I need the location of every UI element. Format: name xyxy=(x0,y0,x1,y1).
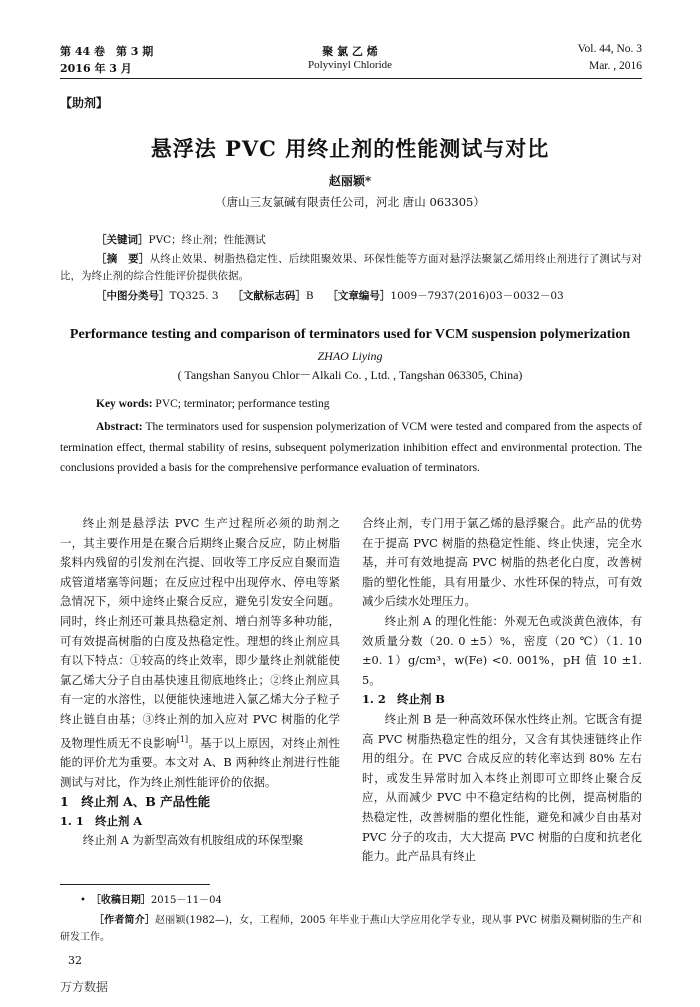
right-column xyxy=(362,514,642,867)
section-heading-1: 1 终止剂 A、B 产品性能 xyxy=(60,794,211,810)
abstract-cn-block xyxy=(60,251,642,285)
citation-ref[interactable]: [1] xyxy=(176,734,189,744)
subsection-heading-1-1: 1. 1 终止剂 A xyxy=(60,813,143,828)
keywords-en-block xyxy=(96,398,642,410)
header-journal-cn: 聚 氯 乙 烯 xyxy=(322,45,378,58)
header-volume-cn: 第 44 卷 第 3 期 xyxy=(60,45,154,58)
section-tag: 【助剂】 xyxy=(60,96,109,110)
keywords-cn: PVC；终止剂；性能测试 xyxy=(148,234,266,246)
terminator-a-paragraph: 终止剂 A 为新型高效有机胺组成的环保型聚 xyxy=(82,833,304,848)
author-bio-block xyxy=(60,912,642,946)
footnote-rule xyxy=(60,884,210,885)
header-journal-en: Polyvinyl Chloride xyxy=(307,59,393,71)
intro-text-end: 。基于以上原因，对终止剂性能的评价尤为重要。本文对 A、B 两种终止剂进行性能测试与对比，作为终止剂性能评价的依据。 xyxy=(60,735,340,789)
header-date-cn: 2016 年 3 月 xyxy=(60,62,132,75)
clc-label: ［中图分类号］ xyxy=(96,290,170,302)
watermark: 万方数据 xyxy=(60,980,109,994)
received-date-block xyxy=(80,892,222,909)
received-label: ［收稿日期］ xyxy=(95,895,151,906)
abstract-label-cn: ［摘 要］ xyxy=(96,253,150,265)
abstract-en: The terminators used for suspension polymerization of VCM were tested and compared from the aspects of termination effect, thermal stability of resins, subsequent polymerization inhibition effect and environmental protection. The conclusions provided a basis for the comprehensive performance evaluation of terminators. xyxy=(60,421,642,474)
keywords-cn-block xyxy=(96,232,642,249)
terminator-a-continued: 合终止剂，专门用于氯乙烯的悬浮聚合。此产品的优势在于提高 PVC 树脂的热稳定性能、终止快速，完全水基，并可有效地提高 PVC 树脂的热老化白度，改善树脂的塑化性能，具有用量少、水性环保的特点，可有效减少后续水处理压力。 xyxy=(362,516,642,609)
intro-text: 终止剂是悬浮法 PVC 生产过程所必须的助剂之一，其主要作用是在聚合后期终止聚合反应，防止树脂浆料内残留的引发剂在汽提、回收等工序反应自聚而造成管道堵塞等问题；在反应过程中出现停水、停电等紧急情况下，须中途终止聚合反应，避免引发安全问题。同时，终止剂还可兼具热稳定剂、增白剂等多种功能，可有效提高树脂的白度及热稳定性。理想的终止剂应具有以下特点：①较高的终止效率，即少量终止剂就能使氯乙烯大分子自由基快速且彻底地终止；②终止剂应具有一定的水溶性，以便能快速地进入氯乙烯大分子粒子终止链自由基；③终止剂的加入应对 PVC 树脂的化学及物理性质无不良影响 xyxy=(60,516,340,750)
keywords-label-en: Key words: xyxy=(96,398,153,410)
keywords-label-cn: ［关键词］ xyxy=(96,234,149,246)
title-cn: 悬浮法 PVC 用终止剂的性能测试与对比 xyxy=(150,136,550,161)
affiliation-cn: （唐山三友氯碱有限责任公司，河北 唐山 063305） xyxy=(215,195,485,209)
bullet-icon: • xyxy=(80,895,96,906)
keywords-en: PVC; terminator; performance testing xyxy=(155,398,330,410)
author-en: ZHAO Liying xyxy=(317,349,383,363)
terminator-a-properties: 终止剂 A 的理化性能：外观无色或淡黄色液体，有效质量分数（20. 0 ±5）%，密度（20 ℃）（1. 10 ±0. 1）g/cm³，w(Fe) <0. 001%，pH 值 10 ±1. 5。 xyxy=(362,613,642,687)
article-no-value: 1009－7937(2016)03－0032－03 xyxy=(390,290,564,302)
doc-code-value: B xyxy=(305,290,314,302)
bio-text: 赵丽颖(1982—)，女，工程师，2005 年毕业于燕山大学应用化学专业，现从事 PVC 树脂及糊树脂的生产和研发工作。 xyxy=(60,915,643,943)
subsection-heading-1-2: 1. 2 终止剂 B xyxy=(362,692,445,707)
header-date-en: Mar. , 2016 xyxy=(588,60,642,72)
header-volume-en: Vol. 44, No. 3 xyxy=(577,43,642,55)
affiliation-en: ( Tangshan Sanyou Chlor－Alkali Co. , Ltd. , Tangshan 063305, China) xyxy=(177,368,523,382)
doc-code-label: ［文献标志码］ xyxy=(232,290,306,302)
received-value: 2015－11－04 xyxy=(150,895,222,906)
intro-paragraph xyxy=(60,514,340,792)
article-no-label: ［文章编号］ xyxy=(327,290,391,302)
clc-value: TQ325. 3 xyxy=(169,290,219,302)
terminator-b-paragraph: 终止剂 B 是一种高效环保水性终止剂。它既含有提高 PVC 树脂热稳定性的组分，又含有其快速链终止作用的组分。在 PVC 合成反应的转化率达到 80% 左右时，或发生异常时加入本终止剂即可立即终止聚合反应，从而减少 PVC 中不稳定结构的比例，提高树脂的热稳定性，改善树脂的塑化性能，避免和减少自由基对 PVC 分子的攻击，大大提高 PVC 树脂的白度和抗老化能力。此产品具有终止 xyxy=(362,711,642,864)
abstract-en-block xyxy=(60,417,642,479)
left-column xyxy=(60,514,340,851)
page-number: 32 xyxy=(68,954,82,967)
abstract-cn: 从终止效果、树脂热稳定性、后续阻聚效果、环保性能等方面对悬浮法聚氯乙烯用终止剂进行了测试与对比，为终止剂的综合性能评价提供依据。 xyxy=(60,253,643,282)
bio-label: ［作者简介］ xyxy=(94,915,156,926)
title-en: Performance testing and comparison of terminators used for VCM suspension polymerization xyxy=(69,327,631,342)
author-cn: 赵丽颖* xyxy=(328,174,372,188)
header-rule xyxy=(60,78,642,79)
abstract-label-en: Abstract: xyxy=(96,421,143,433)
meta-line xyxy=(96,288,656,305)
